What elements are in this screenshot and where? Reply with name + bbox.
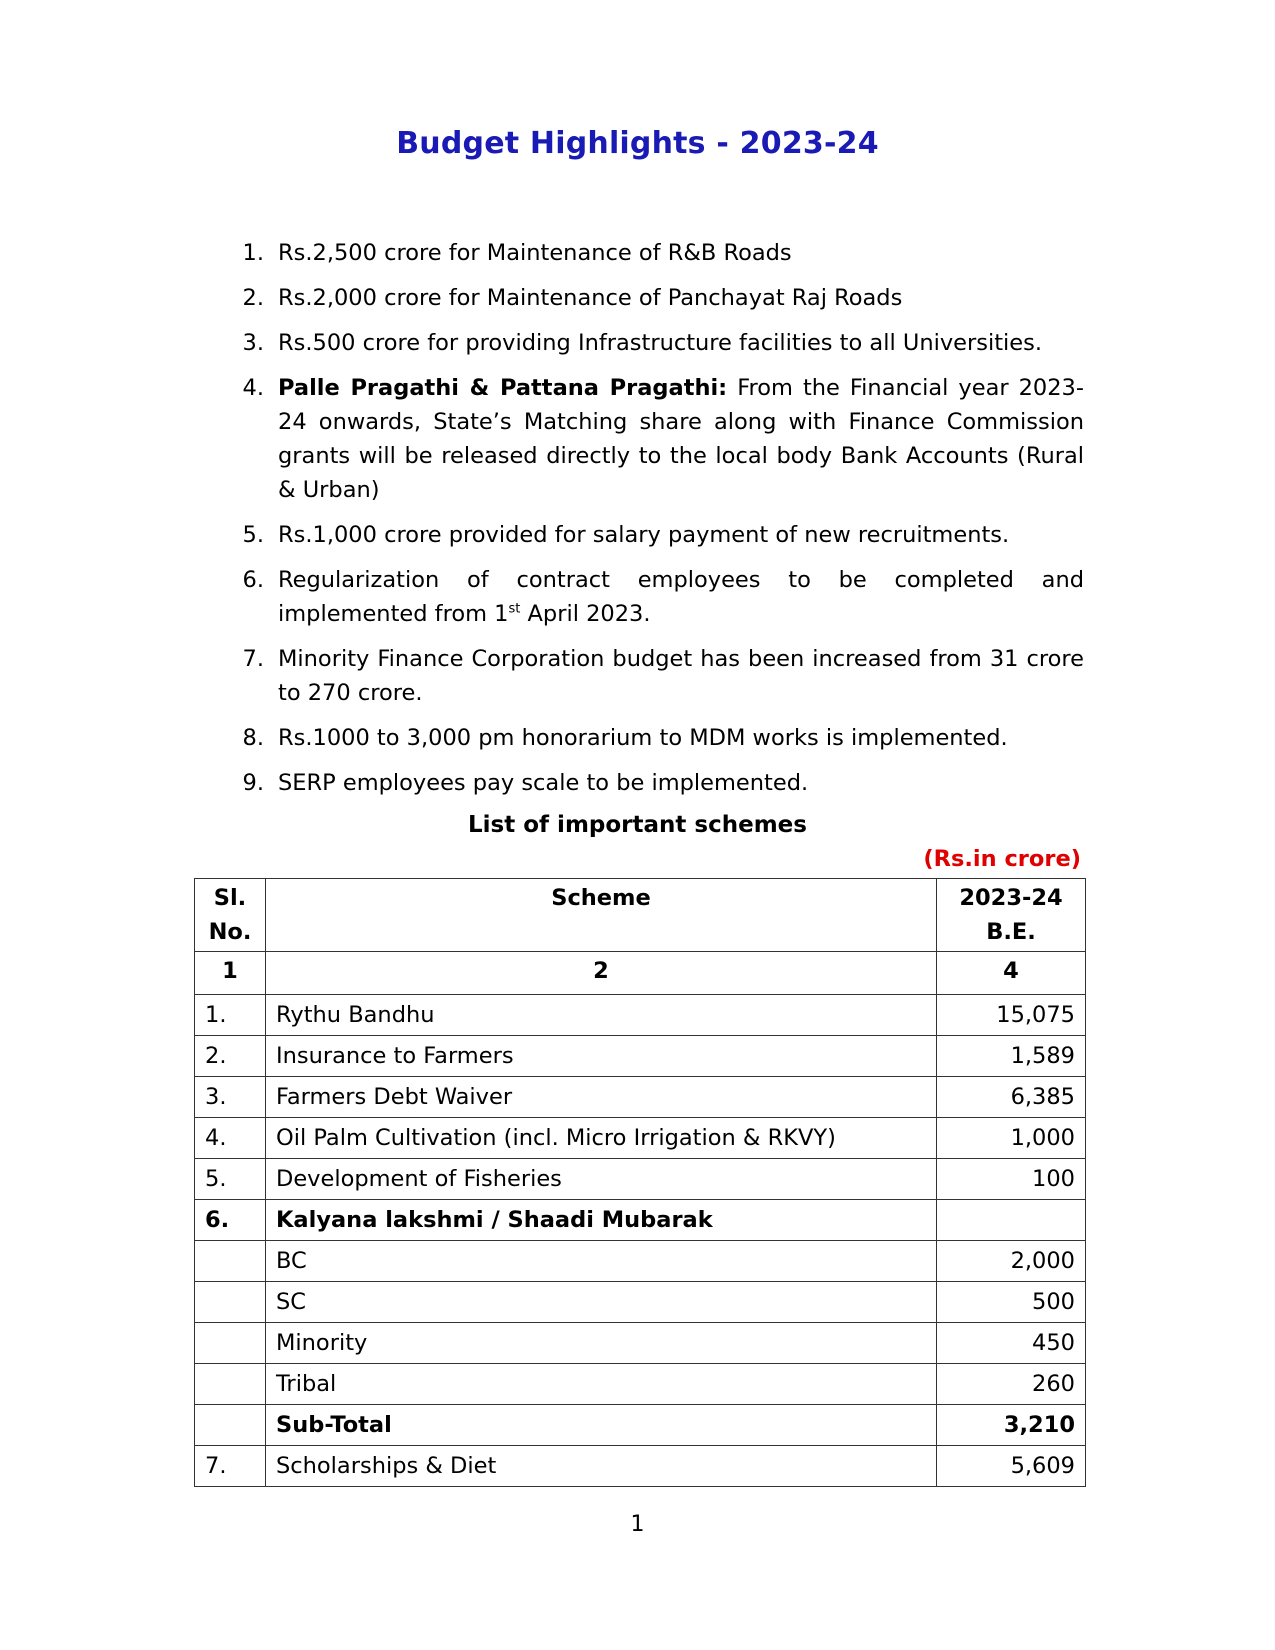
units-note: (Rs.in crore) bbox=[923, 846, 1081, 872]
cell-scheme: Minority bbox=[266, 1323, 937, 1364]
list-item bbox=[222, 236, 1084, 270]
cell-sl-no: 6. bbox=[195, 1200, 266, 1241]
list-item-number: 7. bbox=[242, 646, 264, 672]
cell-scheme: Insurance to Farmers bbox=[266, 1036, 937, 1077]
list-item bbox=[222, 642, 1084, 710]
list-item-text bbox=[278, 766, 1084, 800]
list-item-body: Rs.1,000 crore provided for salary payment of new recruitments. bbox=[278, 522, 1010, 548]
header-sl-no: Sl. No. bbox=[195, 879, 266, 952]
cell-sl-no bbox=[195, 1364, 266, 1405]
list-item-text bbox=[278, 563, 1084, 631]
cell-amount: 3,210 bbox=[937, 1405, 1086, 1446]
table-row bbox=[195, 1446, 1086, 1487]
table-row bbox=[195, 1200, 1086, 1241]
list-item bbox=[222, 326, 1084, 360]
colnum-scheme: 2 bbox=[266, 952, 937, 995]
cell-amount: 2,000 bbox=[937, 1241, 1086, 1282]
cell-amount bbox=[937, 1200, 1086, 1241]
list-item bbox=[222, 766, 1084, 800]
schemes-heading: List of important schemes bbox=[468, 812, 807, 838]
cell-scheme: SC bbox=[266, 1282, 937, 1323]
cell-amount: 500 bbox=[937, 1282, 1086, 1323]
cell-amount: 15,075 bbox=[937, 995, 1086, 1036]
page-title: Budget Highlights - 2023-24 bbox=[396, 126, 879, 161]
list-item bbox=[222, 371, 1084, 507]
cell-sl-no: 2. bbox=[195, 1036, 266, 1077]
column-number-row bbox=[195, 952, 1086, 995]
list-item-text bbox=[278, 371, 1084, 507]
cell-sl-no: 7. bbox=[195, 1446, 266, 1487]
cell-scheme: Oil Palm Cultivation (incl. Micro Irrigation & RKVY) bbox=[266, 1118, 937, 1159]
list-item-body: From the Financial year 2023-24 onwards, State’s Matching share along with Finance Commission grants will be released directly to the local body Bank Accounts (Rural & Urban) bbox=[278, 375, 1084, 503]
list-item-body: SERP employees pay scale to be implemented. bbox=[278, 770, 809, 796]
table-row bbox=[195, 1241, 1086, 1282]
list-item-body: Rs.1000 to 3,000 pm honorarium to MDM works is implemented. bbox=[278, 725, 1008, 751]
list-item-number: 8. bbox=[242, 725, 264, 751]
cell-amount: 6,385 bbox=[937, 1077, 1086, 1118]
list-item-body-tail: April 2023. bbox=[520, 601, 651, 627]
table-row bbox=[195, 1036, 1086, 1077]
cell-sl-no bbox=[195, 1323, 266, 1364]
list-item-text bbox=[278, 721, 1084, 755]
list-item-bold-label: Palle Pragathi & Pattana Pragathi: bbox=[278, 375, 728, 401]
colnum-be: 4 bbox=[937, 952, 1086, 995]
cell-amount: 5,609 bbox=[937, 1446, 1086, 1487]
cell-scheme: Scholarships & Diet bbox=[266, 1446, 937, 1487]
cell-scheme: Sub-Total bbox=[266, 1405, 937, 1446]
header-scheme: Scheme bbox=[266, 879, 937, 952]
list-item bbox=[222, 563, 1084, 631]
list-item bbox=[222, 721, 1084, 755]
cell-amount: 100 bbox=[937, 1159, 1086, 1200]
cell-amount: 1,000 bbox=[937, 1118, 1086, 1159]
cell-scheme: Tribal bbox=[266, 1364, 937, 1405]
cell-scheme: Development of Fisheries bbox=[266, 1159, 937, 1200]
cell-scheme: Kalyana lakshmi / Shaadi Mubarak bbox=[266, 1200, 937, 1241]
list-item-number: 4. bbox=[242, 375, 264, 401]
list-item-text bbox=[278, 281, 1084, 315]
table-row bbox=[195, 1159, 1086, 1200]
list-item-text bbox=[278, 326, 1084, 360]
table-row bbox=[195, 1282, 1086, 1323]
schemes-table bbox=[194, 878, 1086, 1487]
list-item-body: Rs.2,500 crore for Maintenance of R&B Roads bbox=[278, 240, 792, 266]
header-be: 2023-24 B.E. bbox=[937, 879, 1086, 952]
cell-sl-no bbox=[195, 1405, 266, 1446]
table-row bbox=[195, 995, 1086, 1036]
table-row bbox=[195, 1077, 1086, 1118]
list-item-body: Regularization of contract employees to be completed and implemented from 1 bbox=[278, 567, 1084, 627]
cell-amount: 450 bbox=[937, 1323, 1086, 1364]
list-item-body: Rs.500 crore for providing Infrastructure facilities to all Universities. bbox=[278, 330, 1043, 356]
table-row bbox=[195, 1405, 1086, 1446]
cell-sl-no: 1. bbox=[195, 995, 266, 1036]
cell-sl-no: 4. bbox=[195, 1118, 266, 1159]
cell-amount: 260 bbox=[937, 1364, 1086, 1405]
list-item bbox=[222, 281, 1084, 315]
list-item-number: 9. bbox=[242, 770, 264, 796]
list-item-body: Rs.2,000 crore for Maintenance of Panchayat Raj Roads bbox=[278, 285, 903, 311]
highlights-list bbox=[222, 236, 1084, 811]
table-row bbox=[195, 1323, 1086, 1364]
list-item-body: Minority Finance Corporation budget has been increased from 31 crore to 270 crore. bbox=[278, 646, 1084, 706]
table-row bbox=[195, 1364, 1086, 1405]
cell-sl-no: 3. bbox=[195, 1077, 266, 1118]
list-item-text bbox=[278, 518, 1084, 552]
list-item-number: 5. bbox=[242, 522, 264, 548]
list-item bbox=[222, 518, 1084, 552]
list-item-number: 3. bbox=[242, 330, 264, 356]
list-item-text bbox=[278, 236, 1084, 270]
cell-scheme: BC bbox=[266, 1241, 937, 1282]
list-item-number: 2. bbox=[242, 285, 264, 311]
cell-scheme: Rythu Bandhu bbox=[266, 995, 937, 1036]
list-item-number: 6. bbox=[242, 567, 264, 593]
cell-scheme: Farmers Debt Waiver bbox=[266, 1077, 937, 1118]
table-row bbox=[195, 1118, 1086, 1159]
cell-amount: 1,589 bbox=[937, 1036, 1086, 1077]
cell-sl-no: 5. bbox=[195, 1159, 266, 1200]
table-header-row bbox=[195, 879, 1086, 952]
colnum-sl: 1 bbox=[195, 952, 266, 995]
cell-sl-no bbox=[195, 1282, 266, 1323]
list-item-number: 1. bbox=[242, 240, 264, 266]
cell-sl-no bbox=[195, 1241, 266, 1282]
list-item-text bbox=[278, 642, 1084, 710]
page-number: 1 bbox=[630, 1512, 645, 1537]
ordinal-suffix: st bbox=[508, 601, 521, 617]
